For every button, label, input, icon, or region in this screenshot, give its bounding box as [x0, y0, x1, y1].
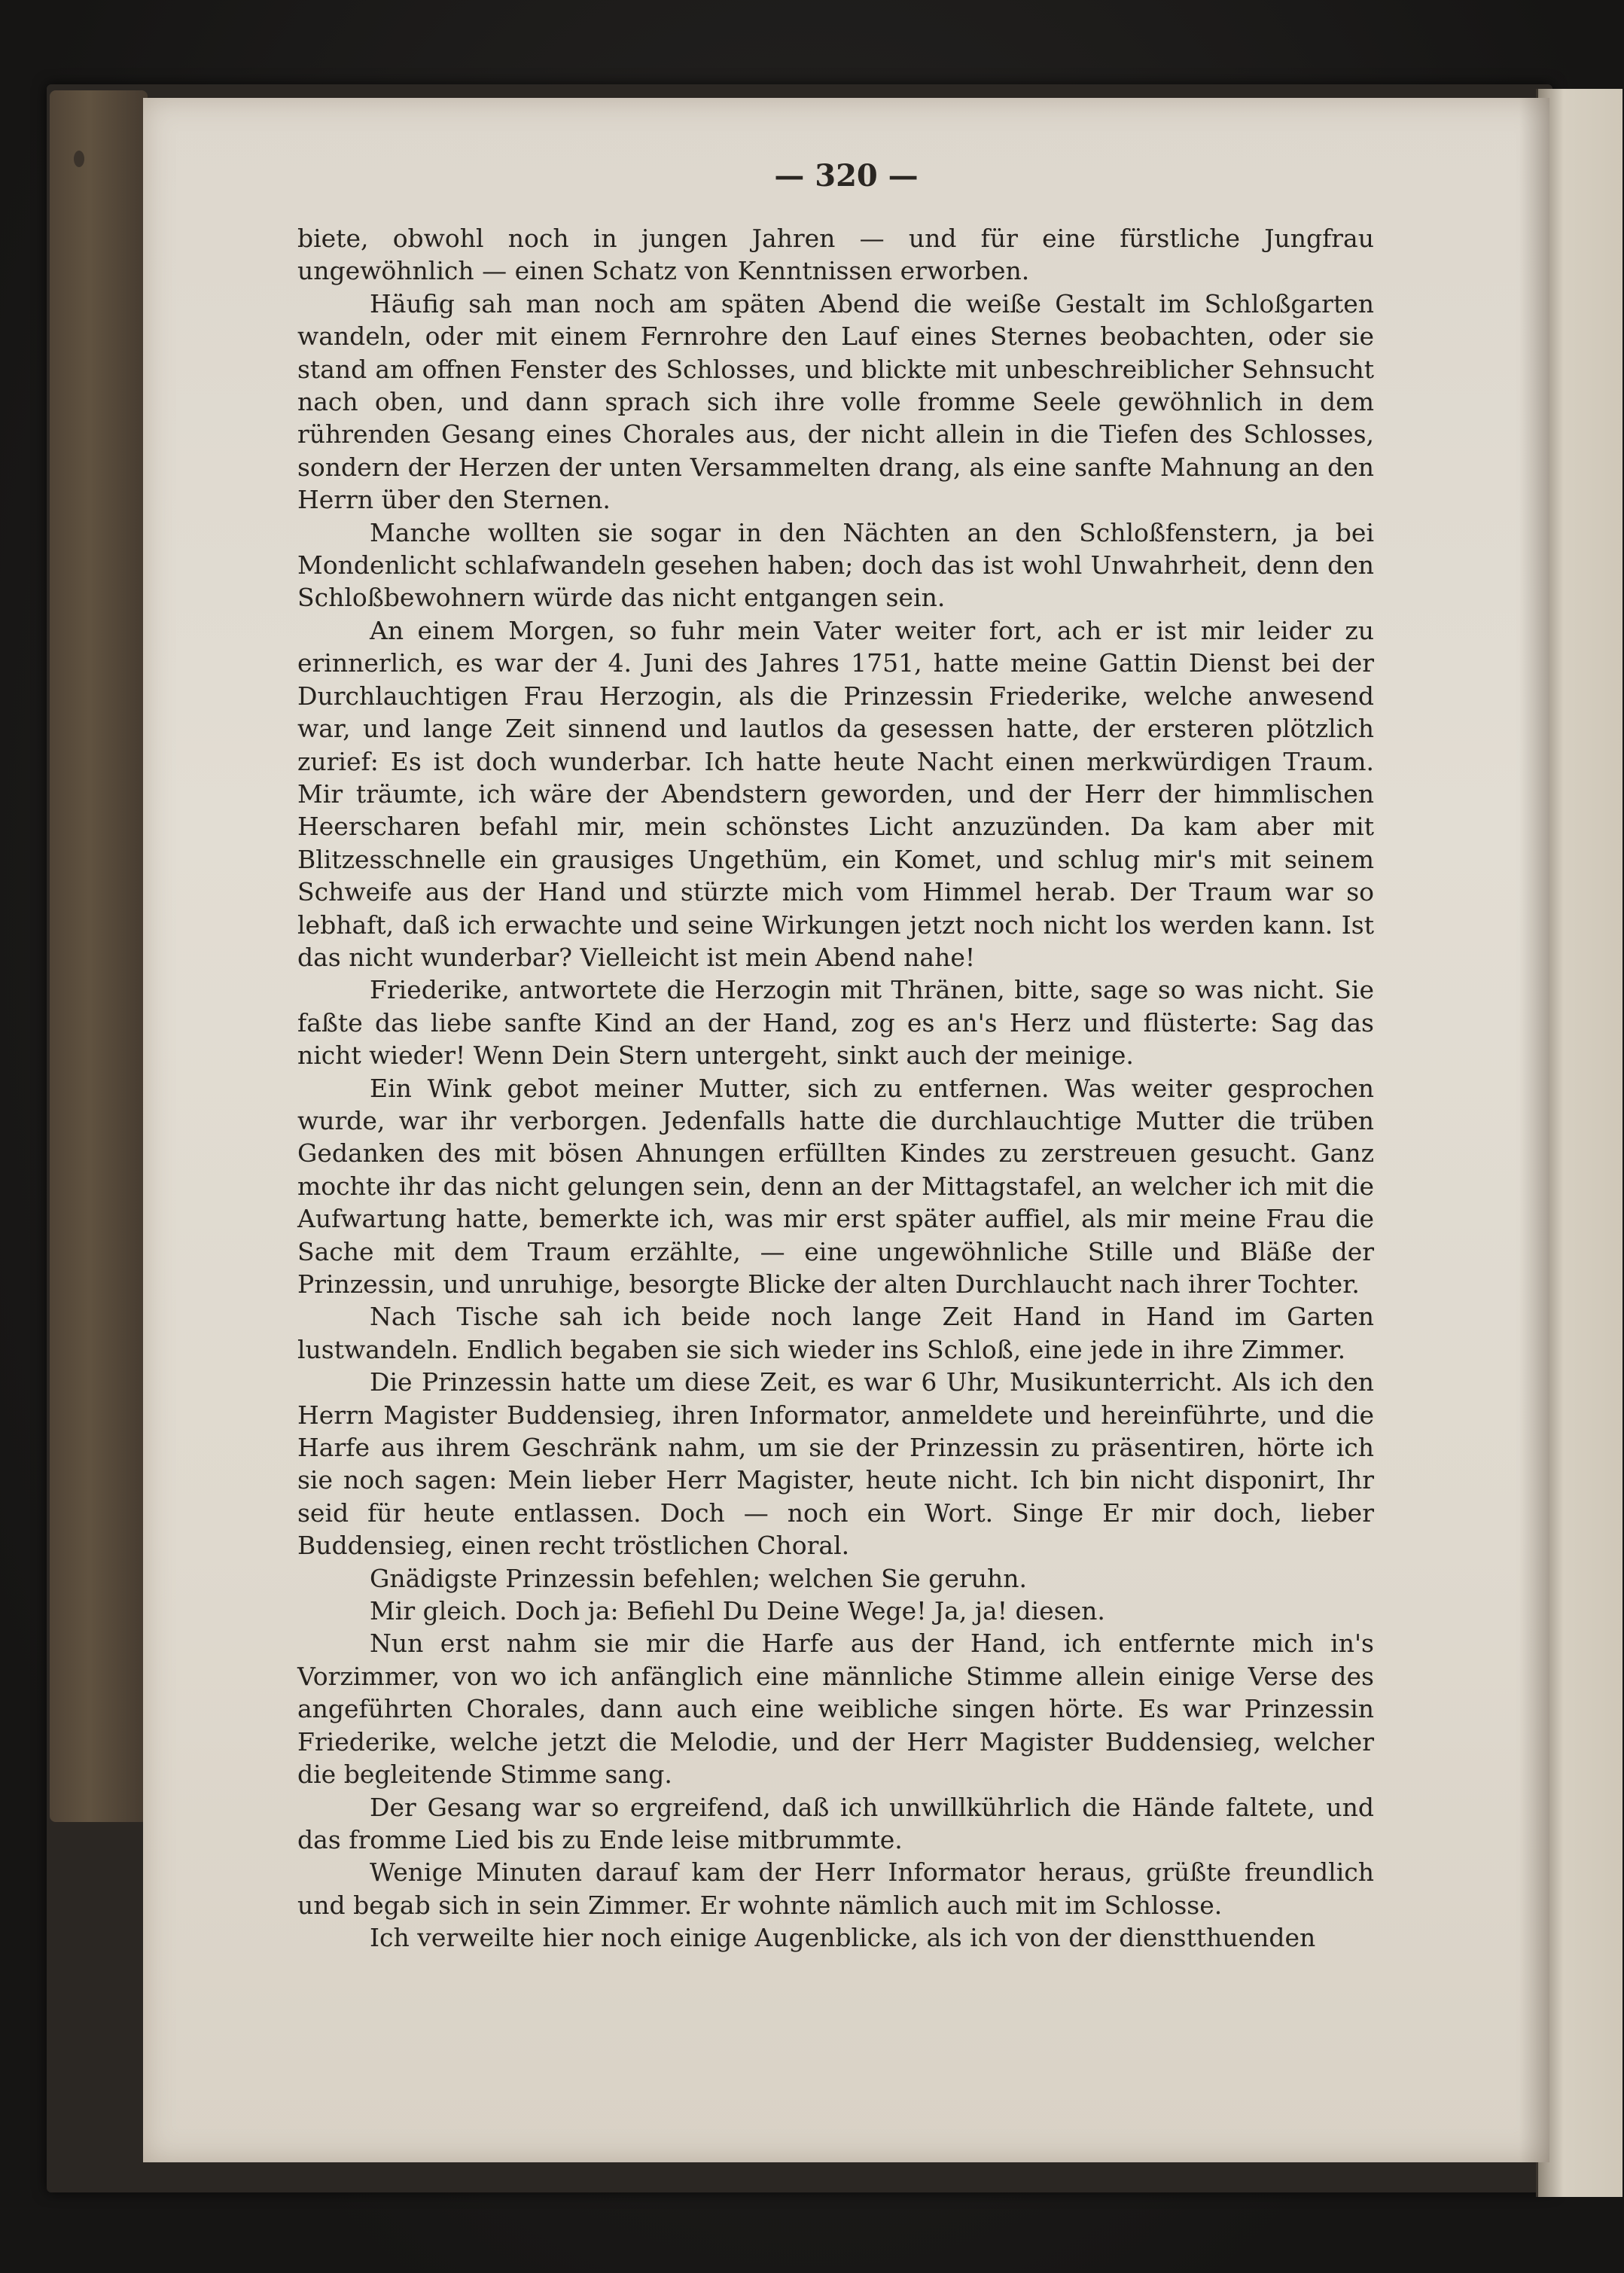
paragraph: biete, obwohl noch in jungen Jahren — und für eine fürstliche Jungfrau ungewöhnlich — einen Schatz von Kenntnissen erworben. [297, 224, 1374, 286]
paragraph: Mir gleich. Doch ja: Befiehl Du Deine Wege! Ja, ja! diesen. [370, 1596, 1105, 1626]
paragraph: Ein Wink gebot meiner Mutter, sich zu entfernen. Was weiter gesprochen wurde, war ihr verborgen. Jedenfalls hatte die durchlauchtige Mutter die trüben Gedanken des mit bösen Ahnungen erfüllten Kindes zu zerstreuen gesucht. Ganz mochte ihr das nicht gelungen sein, denn an der Mittagstafel, an welcher ich mit die Aufwartung hatte, bemerkte ich, was mir erst später auffiel, als mir meine Frau die Sache mit dem Traum erzählte, — eine ungewöhnliche Stille und Bläße der Prinzessin, und unruhige, besorgte Blicke der alten Durchlaucht nach ihrer Tochter. [297, 1073, 1374, 1299]
paragraph: Wenige Minuten darauf kam der Herr Informator heraus, grüßte freundlich und begab sich in sein Zimmer. Er wohnte nämlich auch mit im Schlosse. [297, 1857, 1374, 1920]
book-page [143, 98, 1549, 2162]
gutter-shadow [1519, 98, 1549, 2162]
ink-speck [74, 151, 84, 167]
paragraph: Nun erst nahm sie mir die Harfe aus der Hand, ich entfernte mich in's Vorzimmer, von wo ich anfänglich eine männliche Stimme allein einige Verse des angeführten Chorales, dann auch eine weibliche singen hörte. Es war Prinzessin Friederike, welche jetzt die Melodie, und der Herr Magister Buddensieg, welcher die begleitende Stimme sang. [297, 1629, 1374, 1790]
body-text [297, 222, 1374, 1955]
paragraph: Nach Tische sah ich beide noch lange Zeit Hand in Hand im Garten lustwandeln. Endlich begaben sie sich wieder ins Schloß, eine jede in ihre Zimmer. [297, 1302, 1374, 1364]
paragraph: Friederike, antwortete die Herzogin mit Thränen, bitte, sage so was nicht. Sie faßte das liebe sanfte Kind an der Hand, zog es an's Herz und flüsterte: Sag das nicht wieder! Wenn Dein Stern untergeht, sinkt auch der meinige. [297, 975, 1374, 1071]
paragraph: Gnädigste Prinzessin befehlen; welchen Sie geruhn. [370, 1563, 1027, 1593]
worn-cover-edge [50, 90, 148, 1822]
paragraph: Ich verweilte hier noch einige Augenblicke, als ich von der dienstthuenden [370, 1923, 1316, 1953]
paragraph: Der Gesang war so ergreifend, daß ich unwillkührlich die Hände faltete, und das fromme Lied bis zu Ende leise mitbrummte. [297, 1792, 1374, 1854]
paragraph: An einem Morgen, so fuhr mein Vater weiter fort, ach er ist mir leider zu erinnerlich, es war der 4. Juni des Jahres 1751, hatte meine Gattin Dienst bei der Durchlauchtigen Frau Herzogin, als die Prinzessin Friederike, welche anwesend war, und lange Zeit sinnend und lautlos da gesessen hatte, der ersteren plötzlich zurief: Es ist doch wunderbar. Ich hatte heute Nacht einen merkwürdigen Traum. Mir träumte, ich wäre der Abendstern geworden, und der Herr der himmlischen Heerscharen befahl mir, mein schönstes Licht anzuzünden. Da kam aber mit Blitzesschnelle ein grausiges Ungethüm, ein Komet, und schlug mir's mit seinem Schweife aus der Hand und stürzte mich vom Himmel herab. Der Traum war so lebhaft, daß ich erwachte und seine Wirkungen jetzt noch nicht los werden kann. Ist das nicht wunderbar? Vielleicht ist mein Abend nahe! [297, 615, 1374, 972]
paragraph: Die Prinzessin hatte um diese Zeit, es war 6 Uhr, Musikunterricht. Als ich den Herrn Magister Buddensieg, ihren Informator, anmeldete und hereinführte, und die Harfe aus ihrem Geschränk nahm, um sie der Prinzessin zu präsentiren, hörte ich sie noch sagen: Mein lieber Herr Magister, heute nicht. Ich bin nicht disponirt, Ihr seid für heute entlassen. Doch — noch ein Wort. Singe Er mir doch, lieber Buddensieg, einen recht tröstlichen Choral. [297, 1367, 1374, 1561]
page-number: — 320 — [774, 158, 919, 193]
paragraph: Häufig sah man noch am späten Abend die weiße Gestalt im Schloßgarten wandeln, oder mit einem Fernrohre den Lauf eines Sternes beobachten, oder sie stand am offnen Fenster des Schlosses, und blickte mit unbeschreiblicher Sehnsucht nach oben, und dann sprach sich ihre volle fromme Seele gewöhnlich in dem rührenden Gesang eines Chorales aus, der nicht allein in die Tiefen des Schlosses, sondern der Herzen der unten Versammelten drang, als eine sanfte Mahnung an den Herrn über den Sternen. [297, 288, 1374, 515]
paragraph: Manche wollten sie sogar in den Nächten an den Schloßfenstern, ja bei Mondenlicht schlafwandeln gesehen haben; doch das ist wohl Unwahrheit, denn den Schloßbewohnern würde das nicht entgangen sein. [297, 517, 1374, 613]
